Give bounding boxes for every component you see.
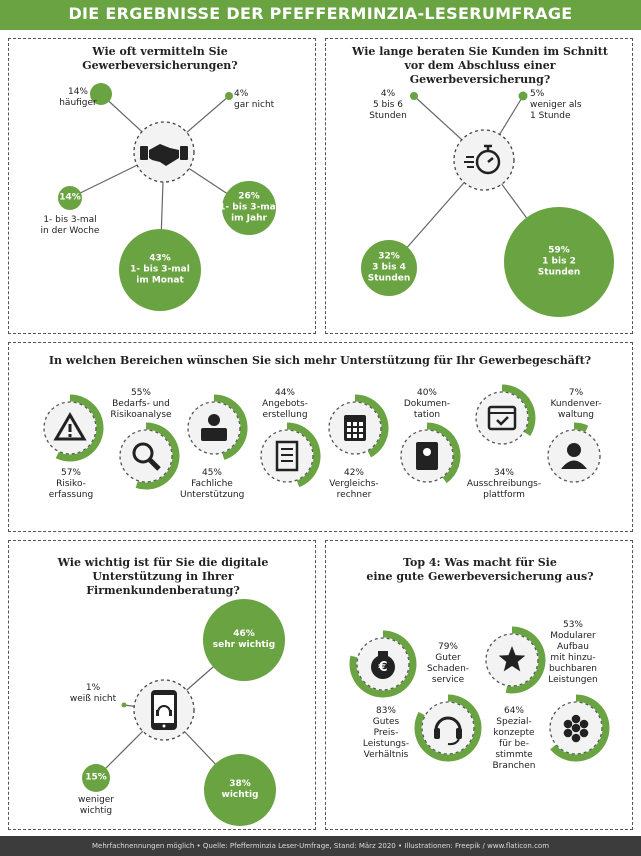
q4-value-weniger-wichtig: 15% [85,772,107,783]
q5-label-preis-leistung: 83% Gutes Preis- Leistungs- Verhältnis [362,706,410,760]
q1-label-gar-nicht: 4% gar nicht [234,89,275,110]
q3-label-ausschreibungsplattform: 34% Ausschreibungs- plattform [466,468,542,500]
q3-label-angebotserstellung: 44% Angebots- erstellung [262,388,308,420]
q4-label-weiss-nicht: 1% weiß nicht [69,683,117,704]
q5-title-line2: eine gute Gewerbeversicherung aus? [366,570,594,583]
q2-title-line1: Wie lange beraten Sie Kunden im Schnitt [352,45,608,58]
q2-title-line2: vor dem Abschluss einer Gewerbeversicherung? [404,59,556,86]
q5-donut-track-3 [422,702,474,754]
footer-source: Mehrfachnennungen möglich • Quelle: Pfefferminzia Leser-Umfrage, Stand: März 2020 • Illustrationen: Freepik / www.flaticon.com [0,836,641,856]
q5-label-schadenservice: 79% Guter Schaden- service [426,642,470,685]
q3-label-fachliche-unterstuetzung: 45% Fachliche Unterstützung [180,468,245,500]
page-title: DIE ERGEBNISSE DER PFEFFERMINZIA-LESERUMFRAGE [68,4,573,23]
q5-donut-4 [550,698,606,758]
q3-label-vergleichsrechner: 42% Vergleichs- rechner [329,468,379,500]
q3-label-dokumentation: 40% Dokumen- tation [403,388,451,420]
q1-label-jahr: 26% 1- bis 3-mal im Jahr [219,191,279,224]
q2-label-5-6-stunden: 4% 5 bis 6 Stunden [369,89,407,121]
q5-title-line1: Top 4: Was macht für Sie [403,556,557,569]
q5-label-modularer-aufbau: 53% Modularer Aufbau mit hinzu- buchbaren Leistungen [548,620,598,685]
q1-value-woche: 14% [59,192,81,203]
q2-label-unter-1-stunde: 5% weniger als 1 Stunde [530,89,582,121]
q2-label-1-2-stunden: 59% 1 bis 2 Stunden [537,245,581,278]
q4-label-wichtig: 38% wichtig [221,779,259,800]
q5-label-spezialkonzepte: 64% Spezial- konzepte für be- stimmte Branchen [492,706,536,771]
q5-donut-3 [418,698,478,758]
q4-title-line1: Wie wichtig ist für Sie die digitale [57,556,269,569]
q3-label-risikoerfassung: 57% Risiko- erfassung [48,468,94,500]
q1-title-line2: Gewerbeversicherungen? [82,59,238,72]
q1-title-line1: Wie oft vermitteln Sie [92,45,228,58]
q2-label-3-4-stunden: 32% 3 bis 4 Stunden [367,251,411,284]
q5-donut-2 [486,630,542,690]
q4-label-weniger-wichtig: weniger wichtig [77,795,115,816]
q3-label-kundenverwaltung: 7% Kundenver- waltung [550,388,602,420]
q5-donut-1 [353,634,413,694]
q1-label-woche: 1- bis 3-mal in der Woche [40,215,100,236]
q3-label-bedarfsanalyse: 55% Bedarfs- und Risikoanalyse [110,388,172,420]
q3-title: In welchen Bereichen wünschen Sie sich mehr Unterstützung für Ihr Gewerbegeschäft? [48,354,592,367]
q4-label-sehr-wichtig: 46% sehr wichtig [212,629,276,650]
q1-label-haeufiger: 14% häufiger [59,87,97,108]
svg-text:€: € [378,660,388,675]
q1-label-monat: 43% 1- bis 3-mal im Monat [130,253,190,286]
q4-title-line2: Unterstützung in Ihrer Firmenkundenberatung? [86,570,240,597]
